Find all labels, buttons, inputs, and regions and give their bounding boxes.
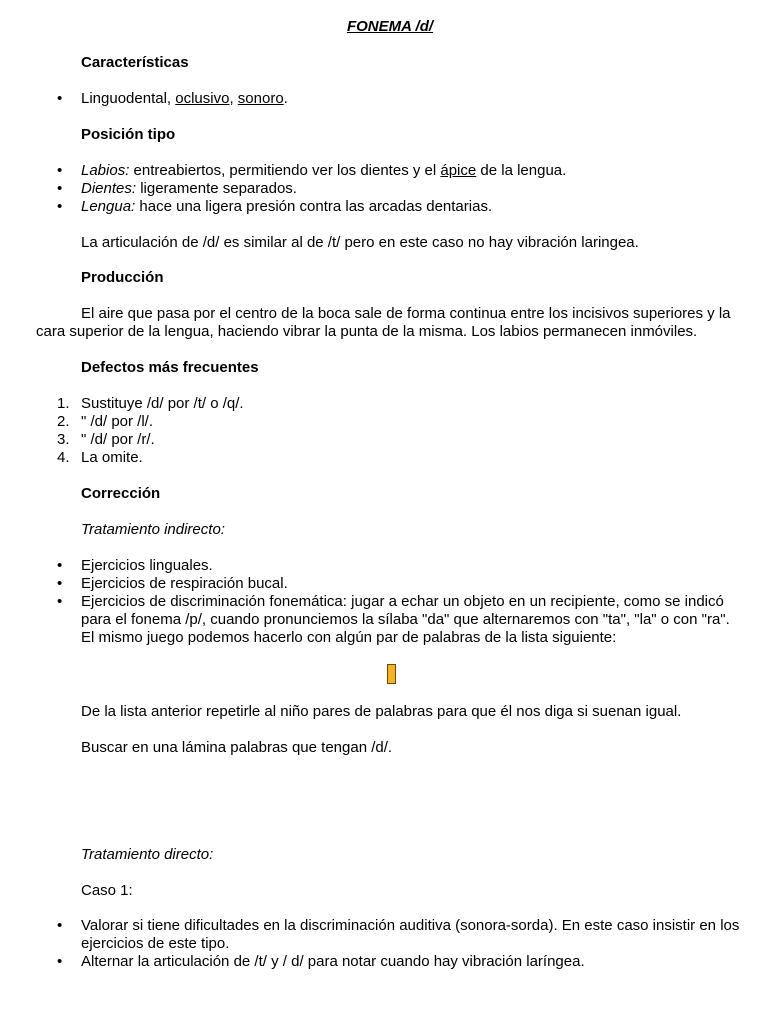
text-line: ejercicios de este tipo. [81,935,230,952]
text-line: Ejercicios de discriminación fonemática: jugar a echar un objeto en un recipiente, como se indicó [81,593,724,610]
list-item-text [81,162,746,180]
bullet-icon: • [57,575,63,592]
list-item-text: Sustituye /d/ por /t/ o /q/. [81,395,244,412]
item-label: Dientes: [81,180,137,197]
list-item-text: " /d/ por /r/. [81,431,155,448]
bullet-icon: • [57,198,63,215]
bullet-icon: • [57,953,63,970]
embedded-object-icon[interactable] [387,664,396,684]
bullet-icon: • [57,90,63,107]
bullet-icon: • [57,557,63,574]
list-item-text [81,917,746,953]
paragraph: De la lista anterior repetirle al niño pares de palabras para que él nos diga si suenan igual. [81,703,682,720]
item-label: Labios: [81,162,130,179]
section-heading-posicion: Posición tipo [81,126,176,143]
list-item-text [81,90,746,108]
text-segment: Linguodental, [81,90,176,107]
list-item-text [81,180,746,198]
text-line: para el fonema /p/, cuando pronunciemos la sílaba "da" que alternaremos con "ta", "la" o con "ra". [81,611,730,628]
list-item-text [81,593,746,647]
list-item-text: " /d/ por /l/. [81,413,154,430]
item-label: Lengua: [81,198,136,215]
text-segment: de la lengua. [476,162,567,179]
section-heading-produccion: Producción [81,269,164,286]
list-item-text [81,198,746,216]
bullet-icon: • [57,917,63,934]
bullet-icon: • [57,593,63,610]
section-heading-correccion: Corrección [81,485,161,502]
term-apice: ápice [440,162,477,179]
list-number: 1. [57,395,70,412]
list-number: 2. [57,413,70,430]
text-segment: entreabiertos, permitiendo ver los dientes y el [129,162,441,179]
list-item-text: Alternar la articulación de /t/ y / d/ para notar cuando hay vibración laríngea. [81,953,585,970]
case-label: Caso 1: [81,882,133,899]
list-item-text: Ejercicios linguales. [81,557,213,574]
text-segment: , [229,90,238,107]
text-line: El mismo juego podemos hacerlo con algún par de palabras de la lista siguiente: [81,629,617,646]
paragraph: La articulación de /d/ es similar al de /t/ pero en este caso no hay vibración laringea. [81,234,639,251]
bullet-icon: • [57,162,63,179]
subheading-tratamiento-indirecto: Tratamiento indirecto: [81,521,225,538]
list-number: 4. [57,449,70,466]
term-sonoro: sonoro [237,90,284,107]
paragraph-line: cara superior de la lengua, haciendo vibrar la punta de la misma. Los labios permanecen inmóviles. [36,323,698,340]
list-item-text: Ejercicios de respiración bucal. [81,575,288,592]
section-heading-defectos: Defectos más frecuentes [81,359,259,376]
text-segment: . [283,90,288,107]
term-oclusivo: oclusivo [175,90,230,107]
paragraph: Buscar en una lámina palabras que tengan /d/. [81,739,393,756]
subheading-tratamiento-directo: Tratamiento directo: [81,846,214,863]
bullet-icon: • [57,180,63,197]
list-number: 3. [57,431,70,448]
paragraph-line: El aire que pasa por el centro de la boca sale de forma continua entre los incisivos superiores y la [81,305,731,322]
document-title: FONEMA /d/ [346,18,434,35]
text-segment: hace una ligera presión contra las arcadas dentarias. [135,198,493,215]
list-item-text: La omite. [81,449,143,466]
text-line: Valorar si tiene dificultades en la discriminación auditiva (sonora-sorda). En este caso insistir en los [81,917,740,934]
section-heading-caracteristicas: Características [81,54,189,71]
text-segment: ligeramente separados. [136,180,297,197]
